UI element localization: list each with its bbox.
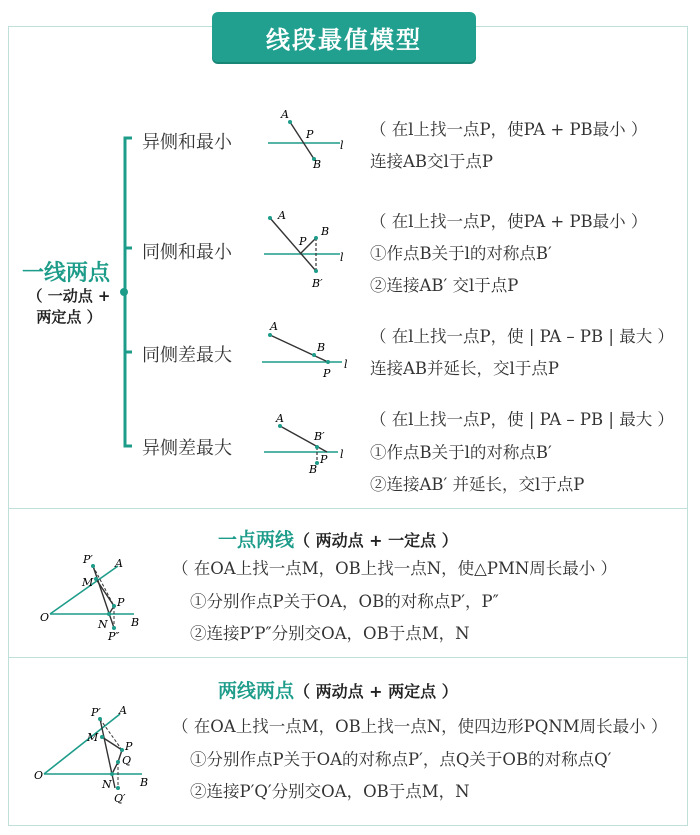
fig5-label-n: N [98, 618, 108, 631]
fig5-label-pdoubleprime: P″ [108, 630, 120, 643]
fig4-label-l: l [340, 448, 344, 461]
case2-desc-2: ①作点B关于l的对称点B′ [370, 244, 552, 263]
section2-desc-1: （ 在OA上找一点M，OB上找一点N，使△PMN周长最小 ） [172, 559, 618, 578]
figure-case-2 [258, 205, 358, 293]
section2-desc-3: ②连接P′P″分别交OA，OB于点M，N [190, 624, 470, 643]
fig2-label-b: B [321, 225, 330, 238]
case1-desc-1: （ 在l上找一点P，使PA + PB最小 ） [370, 120, 648, 139]
section2-title-sub: （ 两动点 + 一定点 ） [294, 531, 458, 550]
section3-title-sub: （ 两动点 + 两定点 ） [294, 682, 458, 701]
section1-main-label: 一线两点 [22, 261, 111, 286]
case-label-4: 异侧差最大 [142, 438, 232, 459]
fig3-label-a: A [270, 320, 278, 333]
figure-section-3 [30, 700, 160, 810]
figure-case-3 [256, 318, 356, 388]
fig6-label-qprime: Q′ [114, 792, 126, 805]
case4-desc-3: ②连接AB′ 并延长，交l于点P [370, 475, 585, 494]
section3-title [218, 676, 458, 703]
fig4-label-p: P [320, 453, 328, 466]
case3-desc-2: 连接AB并延长，交l于点P [370, 359, 559, 378]
fig5-label-b: B [131, 616, 140, 629]
fig3-label-l: l [344, 358, 348, 371]
fig4-label-a: A [276, 412, 284, 425]
fig6-label-p: P [125, 740, 133, 753]
fig1-label-l: l [340, 139, 344, 152]
fig6-label-o: O [34, 769, 44, 782]
case3-desc-1: （ 在l上找一点P，使 | PA – PB | 最大 ） [370, 327, 674, 346]
page-title: 线段最值模型 [266, 25, 422, 54]
fig5-label-a: A [115, 557, 123, 570]
case2-desc-1: （ 在l上找一点P，使PA + PB最小 ） [370, 212, 648, 231]
fig4-label-bprime: B′ [314, 430, 325, 443]
section3-title-main: 两线两点 [218, 680, 295, 702]
figure-section-2 [36, 548, 156, 648]
section1-sub-label-1: （ 一动点 + [27, 287, 111, 305]
fig6-label-b: B [140, 776, 149, 789]
case1-desc-2: 连接AB交l于点P [370, 152, 493, 171]
section2-desc-2: ①分别作点P关于OA，OB的对称点P′，P″ [190, 592, 499, 611]
fig2-label-a: A [278, 209, 286, 222]
section2-title-main: 一点两线 [218, 529, 295, 551]
case-label-2: 同侧和最小 [142, 242, 232, 263]
fig3-label-b: B [317, 341, 326, 354]
fig5-label-o: O [40, 611, 50, 624]
section3-desc-2: ①分别作点P关于OA的对称点P′，点Q关于OB的对称点Q′ [190, 750, 612, 769]
case4-desc-2: ①作点B关于l的对称点B′ [370, 443, 552, 462]
section1-sub-label-2: 两定点 ） [36, 308, 102, 326]
fig1-label-a: A [281, 108, 289, 121]
case-label-1: 异侧和最小 [142, 132, 232, 153]
section3-desc-3: ②连接P′Q′分别交OA，OB于点M，N [190, 782, 470, 801]
section-divider-2 [8, 657, 688, 658]
fig6-label-m: M [87, 731, 99, 744]
fig1-label-p: P [306, 128, 314, 141]
case4-desc-1: （ 在l上找一点P，使 | PA – PB | 最大 ） [370, 410, 674, 429]
case-label-3: 同侧差最大 [142, 345, 232, 366]
fig5-label-pprime: P′ [83, 553, 93, 566]
fig5-label-m: M [82, 576, 94, 589]
fig2-label-bprime: B′ [312, 277, 323, 290]
fig6-label-q: Q [122, 754, 132, 767]
fig4-label-b: B [309, 463, 318, 476]
section3-desc-1: （ 在OA上找一点M，OB上找一点N，使四边形PQNM周长最小 ） [172, 717, 668, 736]
figure-case-1 [260, 100, 360, 175]
fig6-label-a: A [119, 704, 127, 717]
fig1-label-b: B [313, 158, 322, 171]
fig6-label-n: N [102, 778, 112, 791]
case2-desc-3: ②连接AB′ 交l于点P [370, 276, 519, 295]
figure-case-4 [258, 407, 358, 482]
section2-title [218, 525, 458, 552]
fig3-label-p: P [323, 367, 331, 380]
fig6-label-pprime: P′ [91, 706, 101, 719]
fig2-label-l: l [340, 251, 344, 264]
fig2-label-p: P [299, 235, 307, 248]
fig5-label-p: P [117, 596, 125, 609]
